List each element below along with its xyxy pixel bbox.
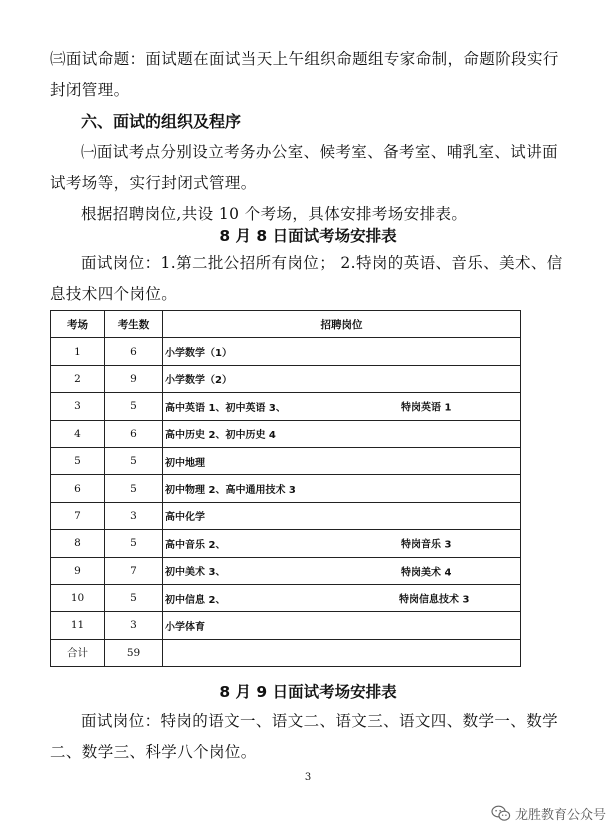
position-primary: 初中美术 3、: [165, 567, 226, 579]
cell-room: 10: [51, 584, 105, 611]
cell-position: [163, 338, 521, 365]
cell-position: [163, 557, 521, 584]
table-row: [51, 612, 521, 639]
table-row: [51, 365, 521, 392]
position-primary: 小学数学（1）: [165, 348, 232, 360]
section-heading-6: 六、面试的组织及程序: [81, 112, 242, 131]
header-room: 考场: [51, 311, 105, 338]
cell-room: 7: [51, 502, 105, 529]
cell-position: [163, 393, 521, 420]
cell-position: [163, 612, 521, 639]
header-position: 招聘岗位: [163, 311, 521, 338]
cell-position: [163, 530, 521, 557]
cell-position: [163, 447, 521, 474]
position-primary: 小学体育: [165, 621, 205, 633]
cell-room: 2: [51, 365, 105, 392]
cell-count: 5: [105, 475, 163, 502]
total-label: 合计: [51, 639, 105, 666]
paragraph-exam-venues: ㈠面试考点分别设立考务办公室、候考室、备考室、哺乳室、试讲面试考场等，实行封闭式管理。: [50, 143, 559, 192]
cell-count: 9: [105, 365, 163, 392]
position-special: 特岗美术 4: [401, 567, 452, 579]
position-special: 特岗音乐 3: [401, 539, 452, 551]
header-count: 考生数: [105, 311, 163, 338]
paragraph-interview-topics: ㈢面试命题：面试题在面试当天上午组织命题组专家命制，命题阶段实行封闭管理。: [50, 50, 559, 99]
cell-count: 3: [105, 612, 163, 639]
total-empty-cell: [163, 639, 521, 666]
table-row: [51, 393, 521, 420]
cell-room: 5: [51, 447, 105, 474]
table1-intro: 面试岗位：1.第二批公招所有岗位； 2.特岗的英语、音乐、美术、信息技术四个岗位。: [50, 254, 563, 303]
cell-count: 3: [105, 502, 163, 529]
cell-position: [163, 475, 521, 502]
position-special: 特岗信息技术 3: [399, 594, 470, 606]
cell-position: [163, 420, 521, 447]
cell-count: 5: [105, 447, 163, 474]
table-row: [51, 475, 521, 502]
position-primary: 小学数学（2）: [165, 375, 232, 387]
table-row: [51, 584, 521, 611]
position-primary: 高中历史 2、初中历史 4: [165, 430, 276, 442]
position-primary: 高中英语 1、初中英语 3、: [165, 402, 286, 414]
cell-room: 9: [51, 557, 105, 584]
table-row: [51, 530, 521, 557]
cell-count: 6: [105, 420, 163, 447]
cell-count: 7: [105, 557, 163, 584]
total-count: 59: [105, 639, 163, 666]
cell-count: 6: [105, 338, 163, 365]
cell-position: [163, 502, 521, 529]
cell-position: [163, 365, 521, 392]
cell-room: 6: [51, 475, 105, 502]
page-number: 3: [304, 772, 312, 783]
table-row: [51, 557, 521, 584]
position-primary: 初中物理 2、高中通用技术 3: [165, 485, 296, 497]
cell-room: 1: [51, 338, 105, 365]
table1-title: 8 月 8 日面试考场安排表: [219, 227, 397, 245]
table2-intro: 面试岗位：特岗的语文一、语文二、语文三、语文四、数学一、数学二、数学三、科学八个岗位。: [50, 712, 559, 761]
table-row: [51, 420, 521, 447]
position-primary: 初中信息 2、: [165, 594, 226, 606]
cell-room: 8: [51, 530, 105, 557]
wechat-icon: [491, 805, 511, 823]
watermark-text: 龙胜教育公众号: [514, 808, 606, 823]
watermark: [491, 804, 606, 823]
table-row: [51, 502, 521, 529]
table-total-row: [51, 639, 521, 666]
schedule-table-aug8: [50, 310, 521, 667]
table-row: [51, 338, 521, 365]
table-row: [51, 447, 521, 474]
paragraph-rooms-count: 根据招聘岗位,共设 10 个考场，具体安排考场安排表。: [81, 205, 468, 223]
cell-count: 5: [105, 393, 163, 420]
cell-position: [163, 584, 521, 611]
table-header-row: [51, 311, 521, 338]
cell-room: 4: [51, 420, 105, 447]
position-primary: 高中化学: [165, 512, 205, 524]
cell-count: 5: [105, 584, 163, 611]
position-special: 特岗英语 1: [401, 402, 452, 414]
cell-room: 11: [51, 612, 105, 639]
position-primary: 高中音乐 2、: [165, 539, 226, 551]
cell-count: 5: [105, 530, 163, 557]
cell-room: 3: [51, 393, 105, 420]
table2-title: 8 月 9 日面试考场安排表: [219, 683, 397, 701]
position-primary: 初中地理: [165, 457, 205, 469]
